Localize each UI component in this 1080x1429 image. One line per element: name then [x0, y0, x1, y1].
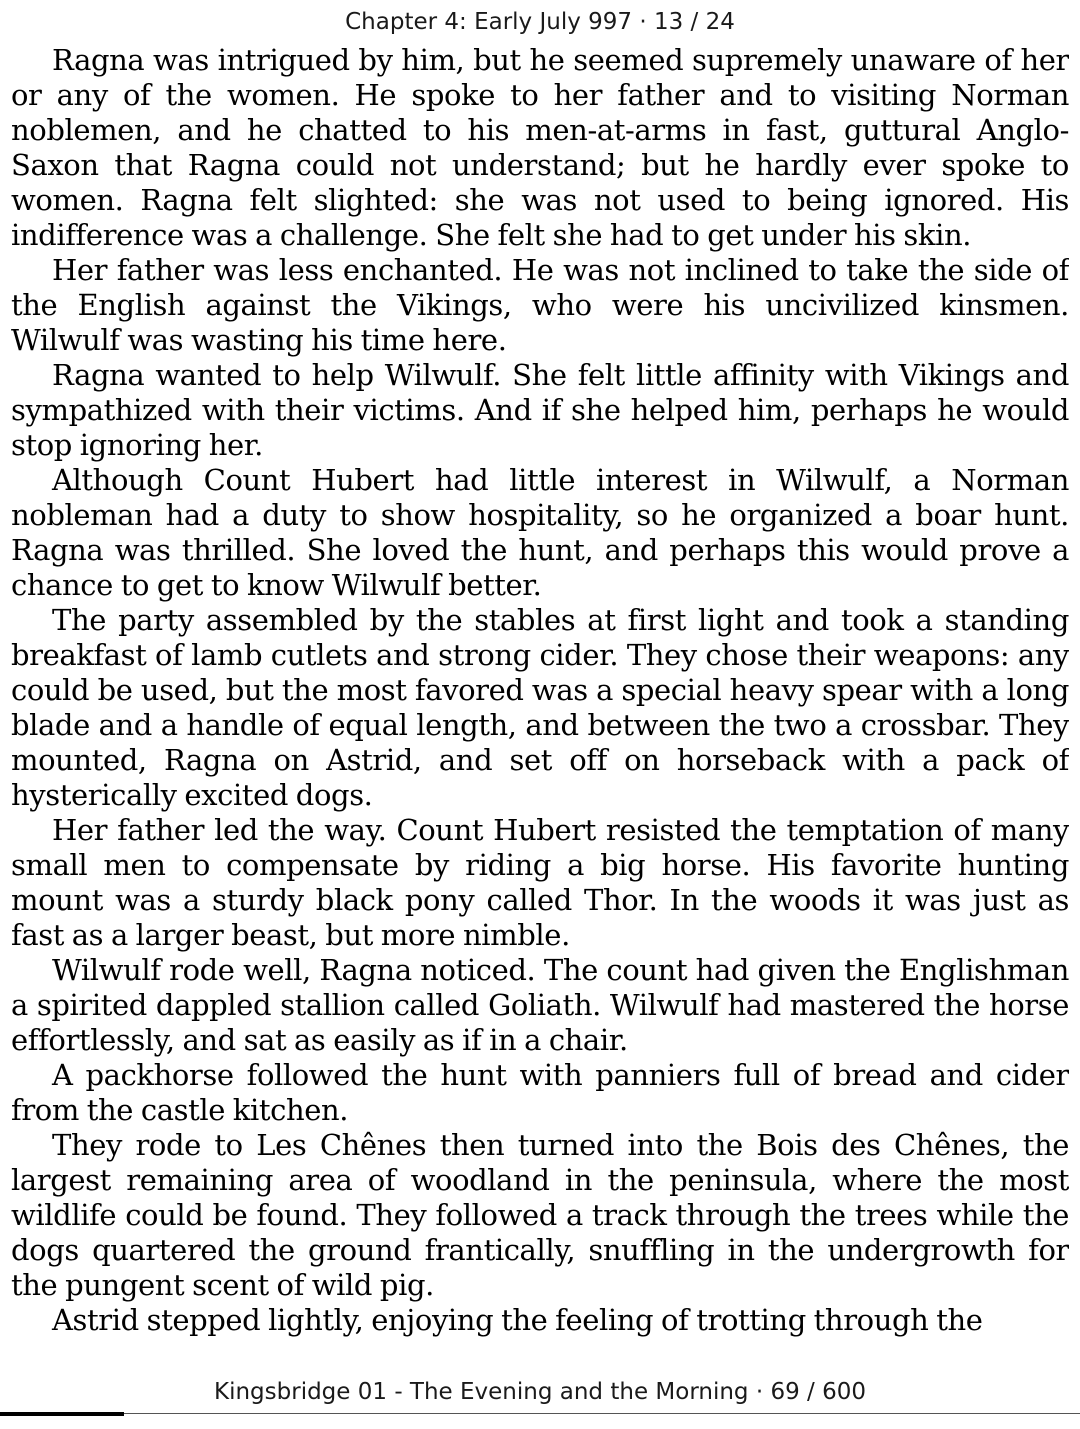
reading-progress-track: [0, 1413, 1080, 1414]
reading-progress-fill: [0, 1412, 124, 1416]
paragraph: A packhorse followed the hunt with panniers full of bread and cider from the castle kitchen.: [11, 1058, 1069, 1127]
paragraph: Her father led the way. Count Hubert resisted the temptation of many small men to compensate by riding a big horse. His favorite hunting mount was a sturdy black pony called Thor. In the woods it was just as fast as a larger beast, but more nimble.: [11, 813, 1069, 952]
paragraph: They rode to Les Chênes then turned into the Bois des Chênes, the largest remaining area of woodland in the peninsula, where the most wildlife could be found. They followed a track through the trees while the dogs quartered the ground frantically, snuffling in the undergrowth for the pungent scent of wild pig.: [11, 1128, 1069, 1302]
paragraph: Astrid stepped lightly, enjoying the feeling of trotting through the: [52, 1303, 983, 1337]
paragraph: Her father was less enchanted. He was not inclined to take the side of the English against the Vikings, who were his uncivilized kinsmen. Wilwulf was wasting his time here.: [11, 253, 1069, 357]
paragraph: Although Count Hubert had little interest in Wilwulf, a Norman nobleman had a duty to show hospitality, so he organized a boar hunt. Ragna was thrilled. She loved the hunt, and perhaps this would prove a chance to get to know Wilwulf better.: [11, 463, 1069, 602]
paragraph: Wilwulf rode well, Ragna noticed. The count had given the Englishman a spirited dappled stallion called Goliath. Wilwulf had mastered the horse effortlessly, and sat as easily as if in a chair.: [11, 953, 1069, 1057]
paragraph: Ragna wanted to help Wilwulf. She felt little affinity with Vikings and sympathized with their victims. And if she helped him, perhaps he would stop ignoring her.: [11, 358, 1069, 462]
paragraph: Ragna was intrigued by him, but he seemed supremely unaware of her or any of the women. He spoke to her father and to visiting Norman noblemen, and he chatted to his men-at-arms in fast, guttural Anglo-Saxon that Ragna could not understand; but he hardly ever spoke to women. Ragna felt slighted: she was not used to being ignored. His indifference was a challenge. She felt she had to get under his skin.: [11, 43, 1069, 252]
chapter-header: Chapter 4: Early July 997 · 13 / 24: [345, 9, 735, 35]
book-progress-footer: Kingsbridge 01 - The Evening and the Morning · 69 / 600: [214, 1379, 866, 1405]
page-text: [11, 43, 1069, 1375]
paragraph: The party assembled by the stables at first light and took a standing breakfast of lamb cutlets and strong cider. They chose their weapons: any could be used, but the most favored was a special heavy spear with a long blade and a handle of equal length, and between the two a crossbar. They mounted, Ragna on Astrid, and set off on horseback with a pack of hysterically excited dogs.: [11, 603, 1069, 812]
